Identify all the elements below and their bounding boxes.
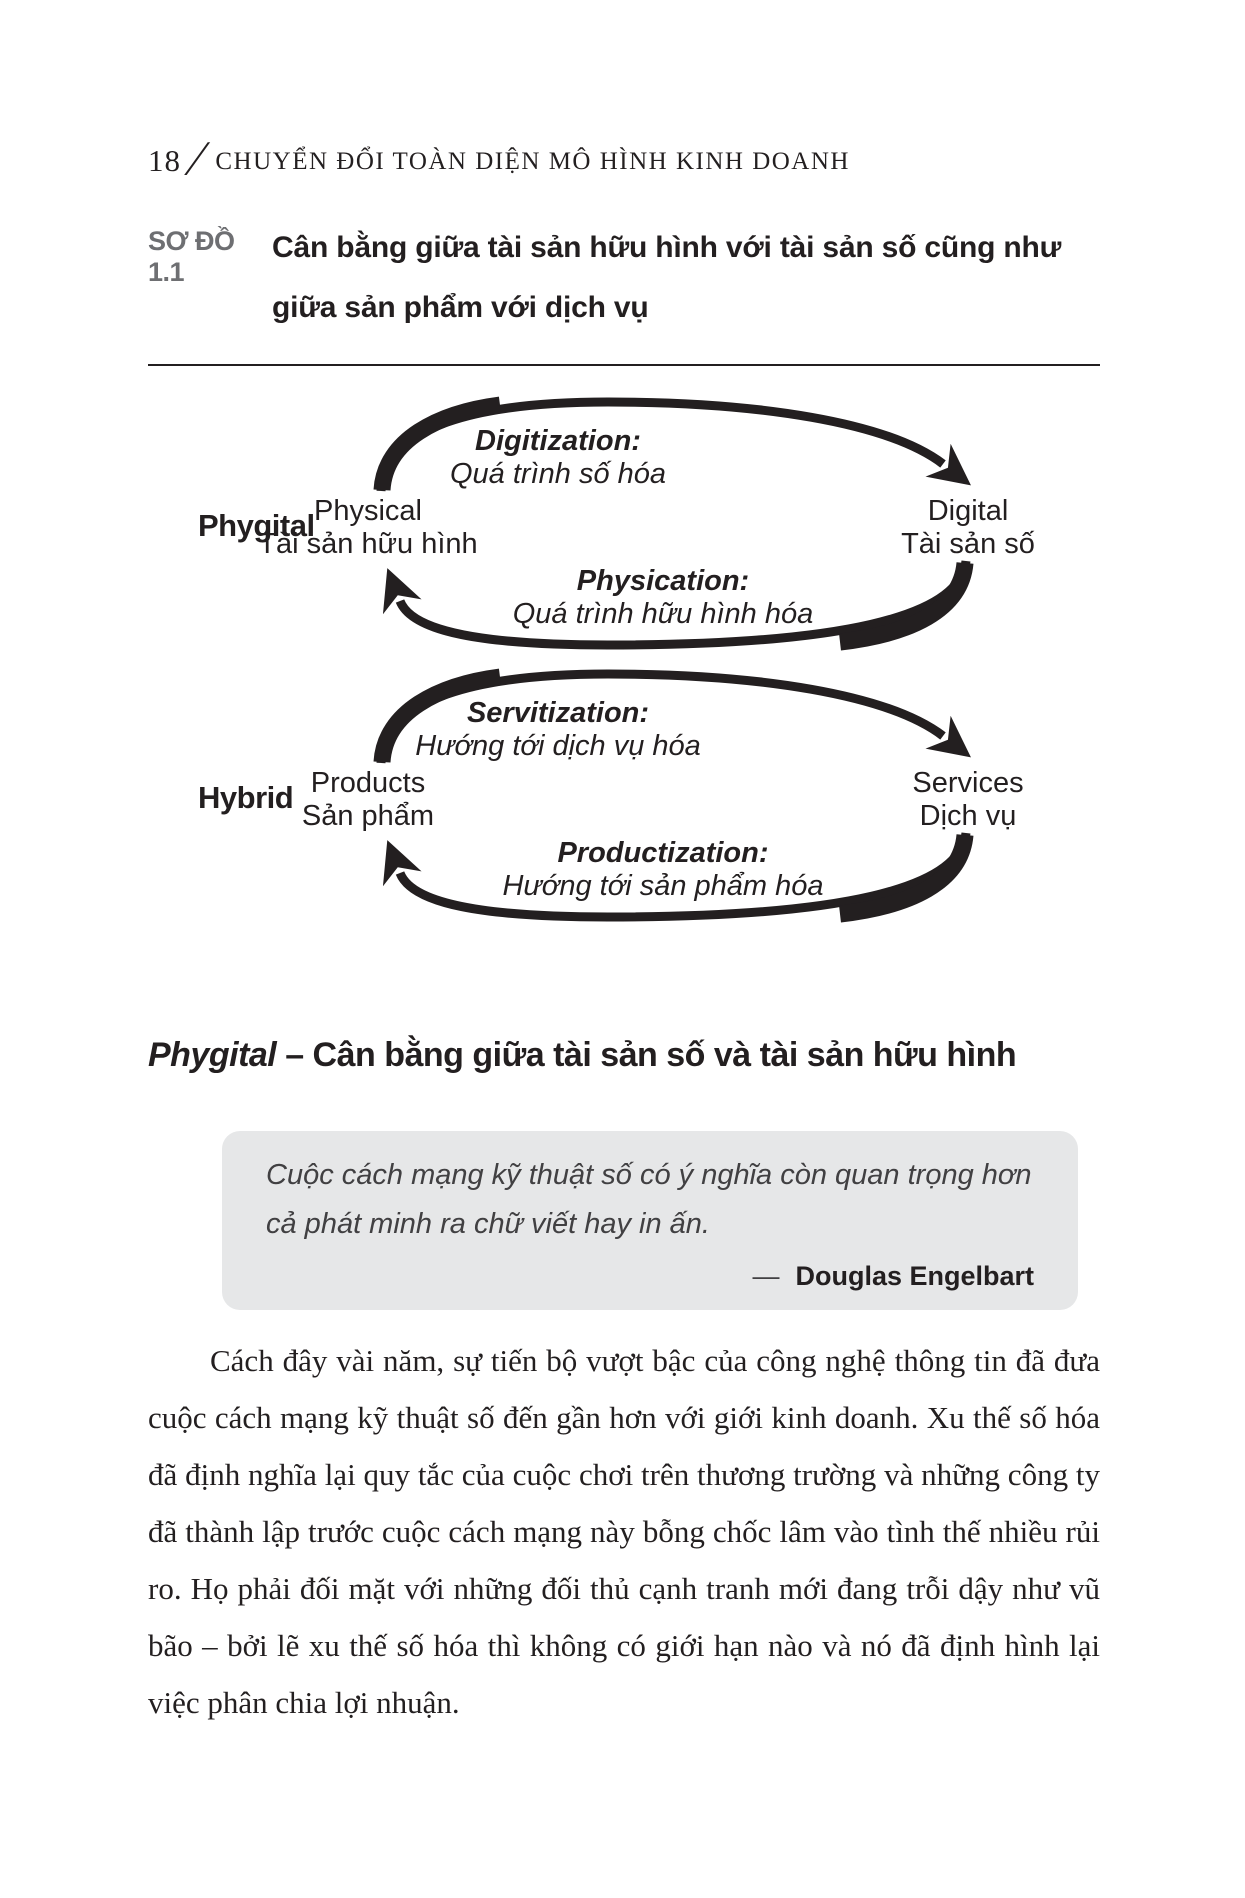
figure-title-line2: giữa sản phẩm với dịch vụ xyxy=(272,291,649,324)
running-title: CHUYỂN ĐỔI TOÀN DIỆN MÔ HÌNH KINH DOANH xyxy=(215,148,850,175)
page-header xyxy=(148,130,850,186)
arc-label-digitization: Digitization: Quá trình số hóa xyxy=(449,425,667,490)
node-physical xyxy=(248,495,488,561)
section-heading-term: Phygital xyxy=(148,1036,277,1074)
body-paragraph: Cách đây vài năm, sự tiến bộ vượt bậc của công nghệ thông tin đã đưa cuộc cách mạng kỹ thuật số đến gần hơn với giới kinh doanh. Xu thế số hóa đã định nghĩa lại quy tắc của cuộc chơi trên thương trường và những công ty đã thành lập trước cuộc cách mạng này bỗng chốc lâm vào tình thế nhiều rủi ro. Họ phải đối mặt với những đối thủ cạnh tranh mới đang trỗi dậy như vũ bão – bởi lẽ xu thế số hóa thì không có giới hạn nào và nó đã định hình lại việc phân chia lợi nhuận. xyxy=(148,1343,1100,1720)
arc-label-physication: Physication: Quá trình hữu hình hóa xyxy=(512,565,814,630)
node-services-vi: Dịch vụ xyxy=(919,800,1017,832)
arc-label-productization: Productization: Hướng tới sản phẩm hóa xyxy=(502,837,824,902)
node-digital-en: Digital xyxy=(927,495,1009,527)
figure-title-line1: Cân bằng giữa tài sản hữu hình với tài sản số cũng như xyxy=(272,231,1062,264)
figure-label: SƠ ĐỒ 1.1 xyxy=(148,226,235,287)
quote-author: Douglas Engelbart xyxy=(795,1261,1034,1291)
cycle-diagram-hybrid xyxy=(148,668,1100,924)
quote-box xyxy=(222,1131,1078,1310)
figure-rule xyxy=(148,364,1100,366)
quote-dash: — xyxy=(752,1261,780,1291)
node-services-en: Services xyxy=(912,767,1024,799)
quote-text: Cuộc cách mạng kỹ thuật số có ý nghĩa còn quan trọng hơn cả phát minh ra chữ viết hay in ấn. xyxy=(266,1159,1032,1240)
cycle-diagram-phygital xyxy=(148,396,1100,652)
arc-label-servitization: Servitization: Hướng tới dịch vụ hóa xyxy=(415,697,701,762)
section-heading xyxy=(148,1036,1100,1075)
header-slash-divider: ∕ xyxy=(193,130,202,186)
cycle-name-hybrid: Hybrid xyxy=(198,780,294,815)
node-digital xyxy=(848,495,1088,561)
page-number: 18 xyxy=(148,143,181,178)
section-heading-rest: – Cân bằng giữa tài sản số và tài sản hữu hình xyxy=(276,1036,1017,1074)
figure-caption xyxy=(148,218,1100,366)
node-digital-vi: Tài sản số xyxy=(901,528,1035,560)
cycle-name-phygital: Phygital xyxy=(198,508,315,543)
node-products xyxy=(248,767,488,833)
node-physical-en: Physical xyxy=(314,495,422,527)
figure-title xyxy=(272,218,1100,338)
node-physical-vi: Tài sản hữu hình xyxy=(258,528,478,560)
node-products-vi: Sản phẩm xyxy=(301,800,435,832)
node-services xyxy=(848,767,1088,833)
node-products-en: Products xyxy=(310,767,426,799)
quote-attribution xyxy=(266,1261,1034,1292)
